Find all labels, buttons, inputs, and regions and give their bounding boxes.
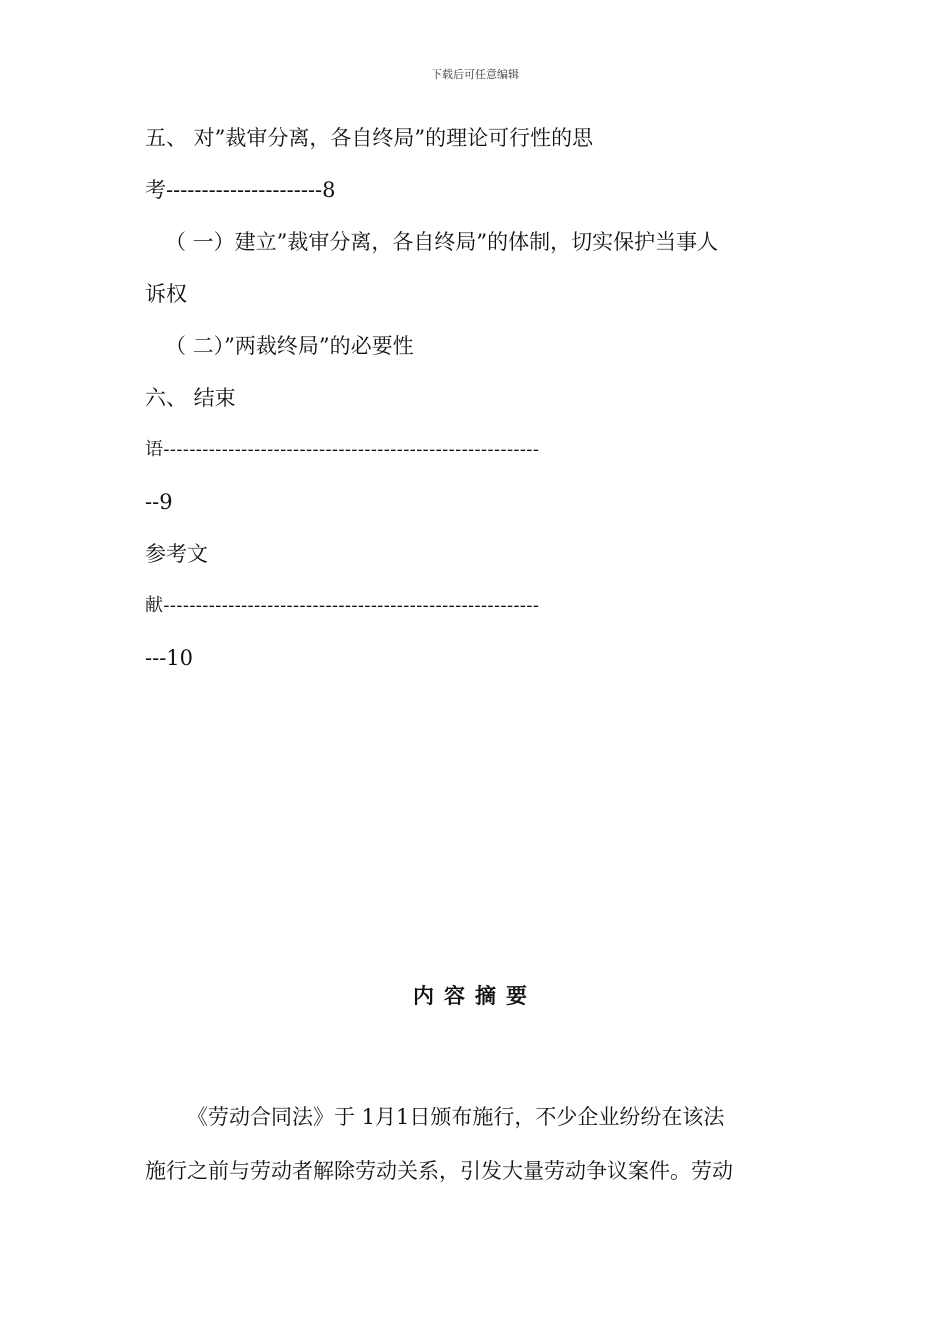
toc-line-5-1-cont: 诉权	[145, 282, 187, 306]
toc-line-5: 五、 对”裁审分离，各自终局”的理论可行性的思	[145, 126, 594, 150]
toc-line-6-cont: 语----------------------------------------------------------	[145, 439, 540, 460]
toc-line-6-page: --9	[145, 490, 173, 514]
toc-line-references: 参考文	[145, 542, 208, 566]
page-header: 下载后可任意编辑	[431, 68, 519, 81]
abstract-paragraph	[145, 1090, 807, 1198]
abstract-line: 施行之前与劳动者解除劳动关系，引发大量劳动争议案件。劳动	[145, 1159, 733, 1183]
abstract-title: 内容摘要	[413, 983, 537, 1008]
abstract-line: 《劳动合同法》于 1月1日颁布施行，不少企业纷纷在该法	[187, 1105, 725, 1129]
toc-line-5-2: （ 二）”两裁终局”的必要性	[165, 334, 414, 358]
toc-line-5-1: （ 一）建立”裁审分离，各自终局”的体制，切实保护当事人	[165, 230, 719, 254]
toc-line-6: 六、 结束	[145, 386, 236, 410]
toc-line-5-cont: 考----------------------8	[145, 178, 336, 202]
toc-line-references-page: ---10	[145, 646, 194, 670]
toc-line-references-cont: 献----------------------------------------------------------	[145, 595, 540, 616]
